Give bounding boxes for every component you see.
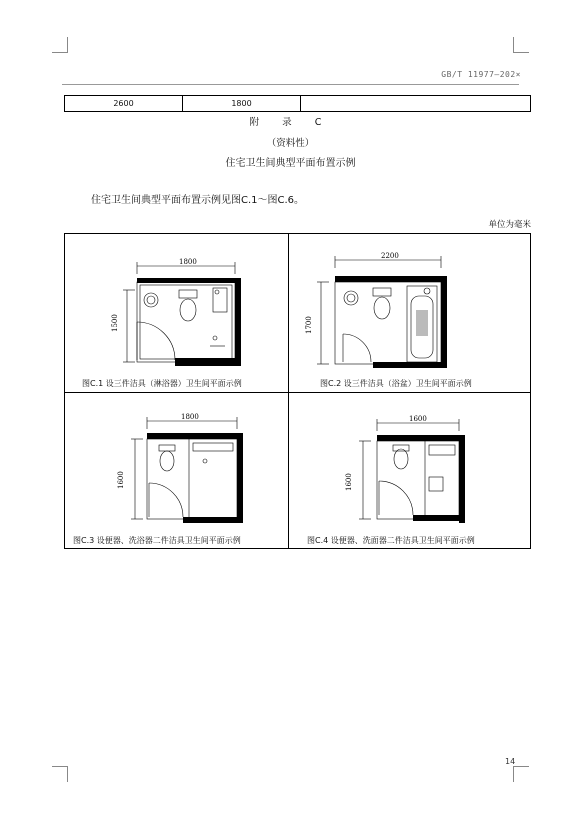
table-cell xyxy=(301,96,531,112)
table-cell: 1800 xyxy=(183,96,301,112)
appendix-heading: 附 录 C xyxy=(249,117,332,128)
figure-caption-c4: 图C.4 设便器、洗面器二件洁具卫生间平面示例 xyxy=(307,536,475,545)
appendix-note: （资料性） xyxy=(266,138,315,149)
unit-note: 单位为毫米 xyxy=(488,220,531,230)
figure-caption-c1: 图C.1 设三件洁具（淋浴器）卫生间平面示例 xyxy=(82,379,242,388)
standard-code: GB/T 11977—202× xyxy=(441,70,521,79)
crop-mark xyxy=(67,766,68,782)
page-number: 14 xyxy=(505,757,516,766)
dim-depth-c4: 1600 xyxy=(345,473,353,491)
crop-mark xyxy=(513,766,529,767)
figure-c2 xyxy=(289,234,532,392)
figure-c4 xyxy=(289,393,532,549)
floor-plan-c2 xyxy=(289,234,532,392)
floor-plan-c1 xyxy=(65,234,288,392)
crop-mark xyxy=(52,766,68,767)
dim-depth-c1: 1500 xyxy=(111,314,119,332)
figure-caption-c3: 图C.3 设便器、洗浴器二件洁具卫生间平面示例 xyxy=(73,536,241,545)
crop-mark xyxy=(67,37,68,53)
figure-caption-c2: 图C.2 设三件洁具（浴盆）卫生间平面示例 xyxy=(320,379,472,388)
dim-depth-c2: 1700 xyxy=(305,316,313,334)
dim-width-c3: 1800 xyxy=(181,413,199,421)
figure-c3 xyxy=(65,393,288,549)
crop-mark xyxy=(52,52,68,53)
figure-grid xyxy=(64,233,531,549)
table-row xyxy=(65,96,531,112)
intro-text: 住宅卫生间典型平面布置示例见图C.1～图C.6。 xyxy=(91,195,305,206)
crop-mark xyxy=(513,52,529,53)
crop-mark xyxy=(513,766,514,782)
appendix-title: 住宅卫生间典型平面布置示例 xyxy=(225,158,356,169)
floor-plan-c4 xyxy=(289,393,532,549)
figure-c1 xyxy=(65,234,288,392)
crop-mark xyxy=(513,37,514,53)
top-table xyxy=(64,95,531,112)
dim-width-c2: 2200 xyxy=(381,252,399,260)
table-cell: 2600 xyxy=(65,96,183,112)
dim-width-c4: 1600 xyxy=(409,415,427,423)
dim-width-c1: 1800 xyxy=(179,258,197,266)
header-rule xyxy=(62,84,519,85)
dim-depth-c3: 1600 xyxy=(117,471,125,489)
floor-plan-c3 xyxy=(65,393,288,549)
